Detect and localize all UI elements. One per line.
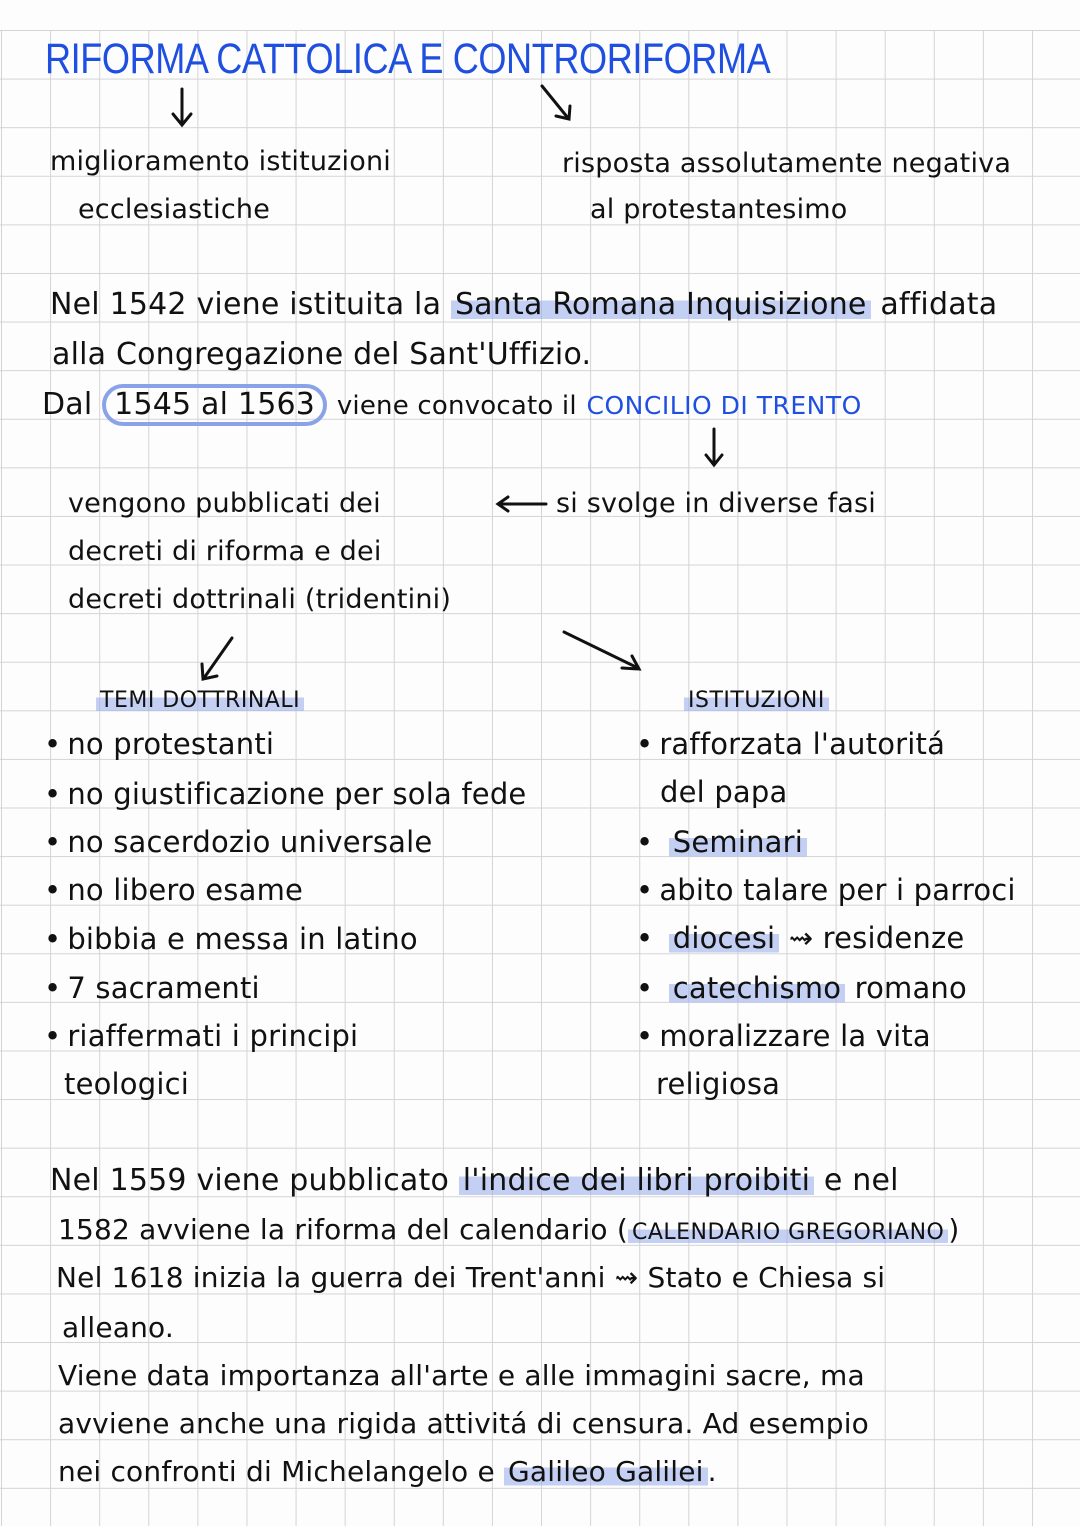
list-item-continuation: religiosa [656,1067,781,1101]
arrow-down-icon [700,426,730,470]
highlight-catechismo: catechismo [669,971,845,1005]
list-item: • no libero esame [44,876,303,905]
list-item [636,825,807,859]
list-item: • rafforzata l'autoritá [636,730,945,759]
intro-line-1 [50,287,998,322]
branch-right-line2: al protestantesimo [590,194,848,225]
header-istituzioni [684,690,829,712]
closing-line-2 [58,1213,960,1246]
list-item: • moralizzare la vita [636,1022,931,1051]
header-temi-dottrinali [96,690,304,712]
intro-text: Dal [42,387,93,422]
circled-dates: 1545 al 1563 [102,384,327,426]
list-item-continuation: del papa [660,775,788,809]
arrow-left-icon [494,494,550,514]
list-item [636,921,965,955]
closing-line-7 [58,1455,717,1488]
concilio-di-trento: CONCILIO DI TRENTO [586,391,862,420]
closing-line-6: avviene anche una rigida attivitá di censura. Ad esempio [58,1407,870,1440]
closing-text: ) [948,1213,960,1246]
list-item: • no sacerdozio universale [44,828,432,857]
intro-text: viene convocato il [336,391,577,421]
closing-text: e nel [823,1163,899,1198]
header-text: ISTITUZIONI [684,688,829,713]
closing-text: Nel 1559 viene pubblicato [50,1163,450,1198]
arrow-down-right-icon [560,628,644,674]
phases-label: si svolge in diverse fasi [556,488,876,519]
closing-line-5: Viene data importanza all'arte e alle immagini sacre, ma [58,1359,865,1392]
highlight-diocesi: diocesi [669,921,780,955]
list-item: • 7 sacramenti [44,974,260,1003]
closing-text: nei confronti di Michelangelo e [58,1455,495,1488]
list-item [636,971,967,1005]
intro-line-2: alla Congregazione del Sant'Uffizio. [52,337,592,372]
arrow-down-icon [168,86,198,130]
decrees-line-2: decreti di riforma e dei [68,536,382,567]
highlight-inquisizione: Santa Romana Inquisizione [451,287,871,322]
list-item: • no protestanti [44,730,274,759]
list-item-continuation: teologici [64,1067,190,1101]
list-item-text: ⇝ residenze [788,921,965,955]
highlight-indice: l'indice dei libri proibiti [459,1163,814,1198]
list-item: • riaffermati i principi [44,1022,358,1051]
intro-text: Nel 1542 viene istituita la [50,287,442,322]
branch-left-line2: ecclesiastiche [78,194,271,225]
closing-line-3: Nel 1618 inizia la guerra dei Trent'anni ⇝ Stato e Chiesa si [56,1261,886,1294]
header-text: TEMI DOTTRINALI [96,688,304,713]
list-item: • abito talare per i parroci [636,876,1016,905]
decrees-line-1: vengono pubblicati dei [68,488,381,519]
list-item: • bibbia e messa in latino [44,925,418,954]
arrow-down-left-icon [196,634,240,684]
highlight-galileo: Galileo Galilei [504,1455,708,1488]
highlight-calendario: CALENDARIO GREGORIANO [628,1220,948,1245]
branch-right-line1: risposta assolutamente negativa [562,148,1012,179]
arrow-down-right-icon [538,82,578,126]
decrees-line-3: decreti dottrinali (tridentini) [68,584,452,615]
intro-line-3 [42,387,862,422]
branch-left-line1: miglioramento istituzioni [50,146,391,177]
closing-text: . [707,1455,717,1488]
closing-text: 1582 avviene la riforma del calendario ( [58,1213,628,1246]
closing-line-1 [50,1163,899,1198]
page-title: RIFORMA CATTOLICA E CONTRORIFORMA [45,35,771,83]
intro-text: affidata [880,287,998,322]
list-item-text: romano [854,971,967,1005]
highlight-seminari: Seminari [669,825,807,859]
closing-line-4: alleano. [62,1311,174,1344]
list-item: • no giustificazione per sola fede [44,780,526,809]
